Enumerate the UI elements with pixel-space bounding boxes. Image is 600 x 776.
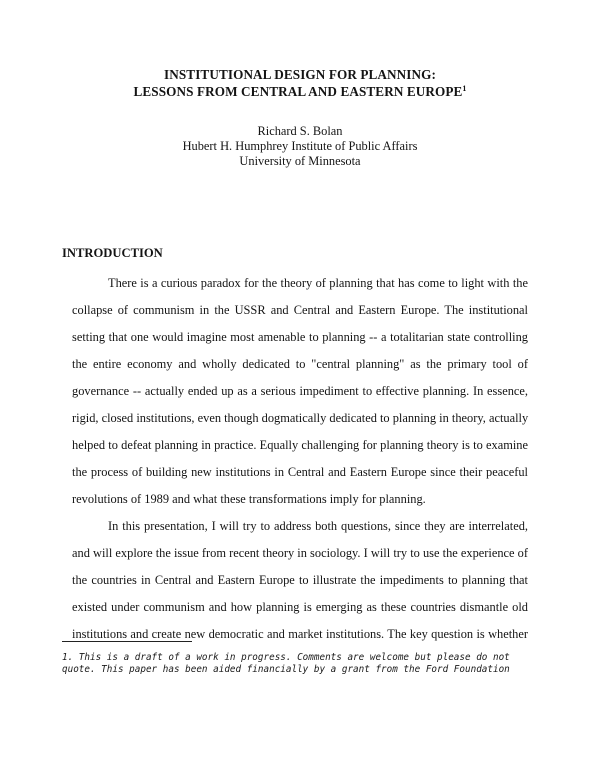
- paragraph-1-line: the process of building new institutions in Central and Eastern Europe since their peaceful: [72, 465, 528, 479]
- paragraph-2-line: the countries in Central and Eastern Europe to illustrate the impediments to planning that: [72, 573, 528, 587]
- title-footnote-marker: 1: [462, 84, 467, 93]
- paragraph-1-line: There is a curious paradox for the theory of planning that has come to light with the: [108, 276, 528, 290]
- paragraph-1-line: rigid, closed institutions, even though dogmatically dedicated to planning in theory, actually: [72, 411, 529, 425]
- paragraph-2-line: and will explore the issue from recent theory in sociology. I will try to use the experience of: [72, 546, 528, 560]
- paragraph-1-line: collapse of communism in the USSR and Central and Eastern Europe. The institutional: [72, 303, 528, 317]
- paragraph-2-line: existed under communism and how planning is emerging as these countries dismantle old: [72, 600, 528, 614]
- paragraph-1-line: helped to defeat planning in practice. Equally challenging for planning theory is to examine: [72, 438, 528, 452]
- section-heading: INTRODUCTION: [62, 246, 163, 260]
- paragraph-1-line: revolutions of 1989 and what these transformations imply for planning.: [72, 492, 426, 506]
- paper-title-line-2: [0, 84, 600, 100]
- author-institute: Hubert H. Humphrey Institute of Public Affairs: [182, 139, 418, 153]
- paper-title-line-1: INSTITUTIONAL DESIGN FOR PLANNING:: [164, 67, 436, 82]
- footnote-line-2: quote. This paper has been aided financially by a grant from the Ford Foundation: [62, 664, 510, 675]
- paragraph-2-line: institutions and create new democratic and market institutions. The key question is whether: [72, 627, 528, 641]
- paragraph-2-line: In this presentation, I will try to address both questions, since they are interrelated,: [108, 519, 528, 533]
- author-name: Richard S. Bolan: [257, 124, 343, 138]
- author-university: University of Minnesota: [239, 154, 361, 168]
- footnote-line-1: 1. This is a draft of a work in progress. Comments are welcome but please do not: [62, 652, 510, 663]
- paragraph-1-line: governance -- actually ended up as a serious impediment to effective planning. In essence,: [72, 384, 528, 398]
- footnote-separator: [62, 641, 192, 642]
- paragraph-1-line: the entire economy and wholly dedicated to "central planning" as the primary tool of: [72, 357, 528, 371]
- paper-title-line-2-text: LESSONS FROM CENTRAL AND EASTERN EUROPE: [133, 84, 463, 99]
- paragraph-1-line: setting that one would imagine most amenable to planning -- a totalitarian state controlling: [72, 330, 528, 344]
